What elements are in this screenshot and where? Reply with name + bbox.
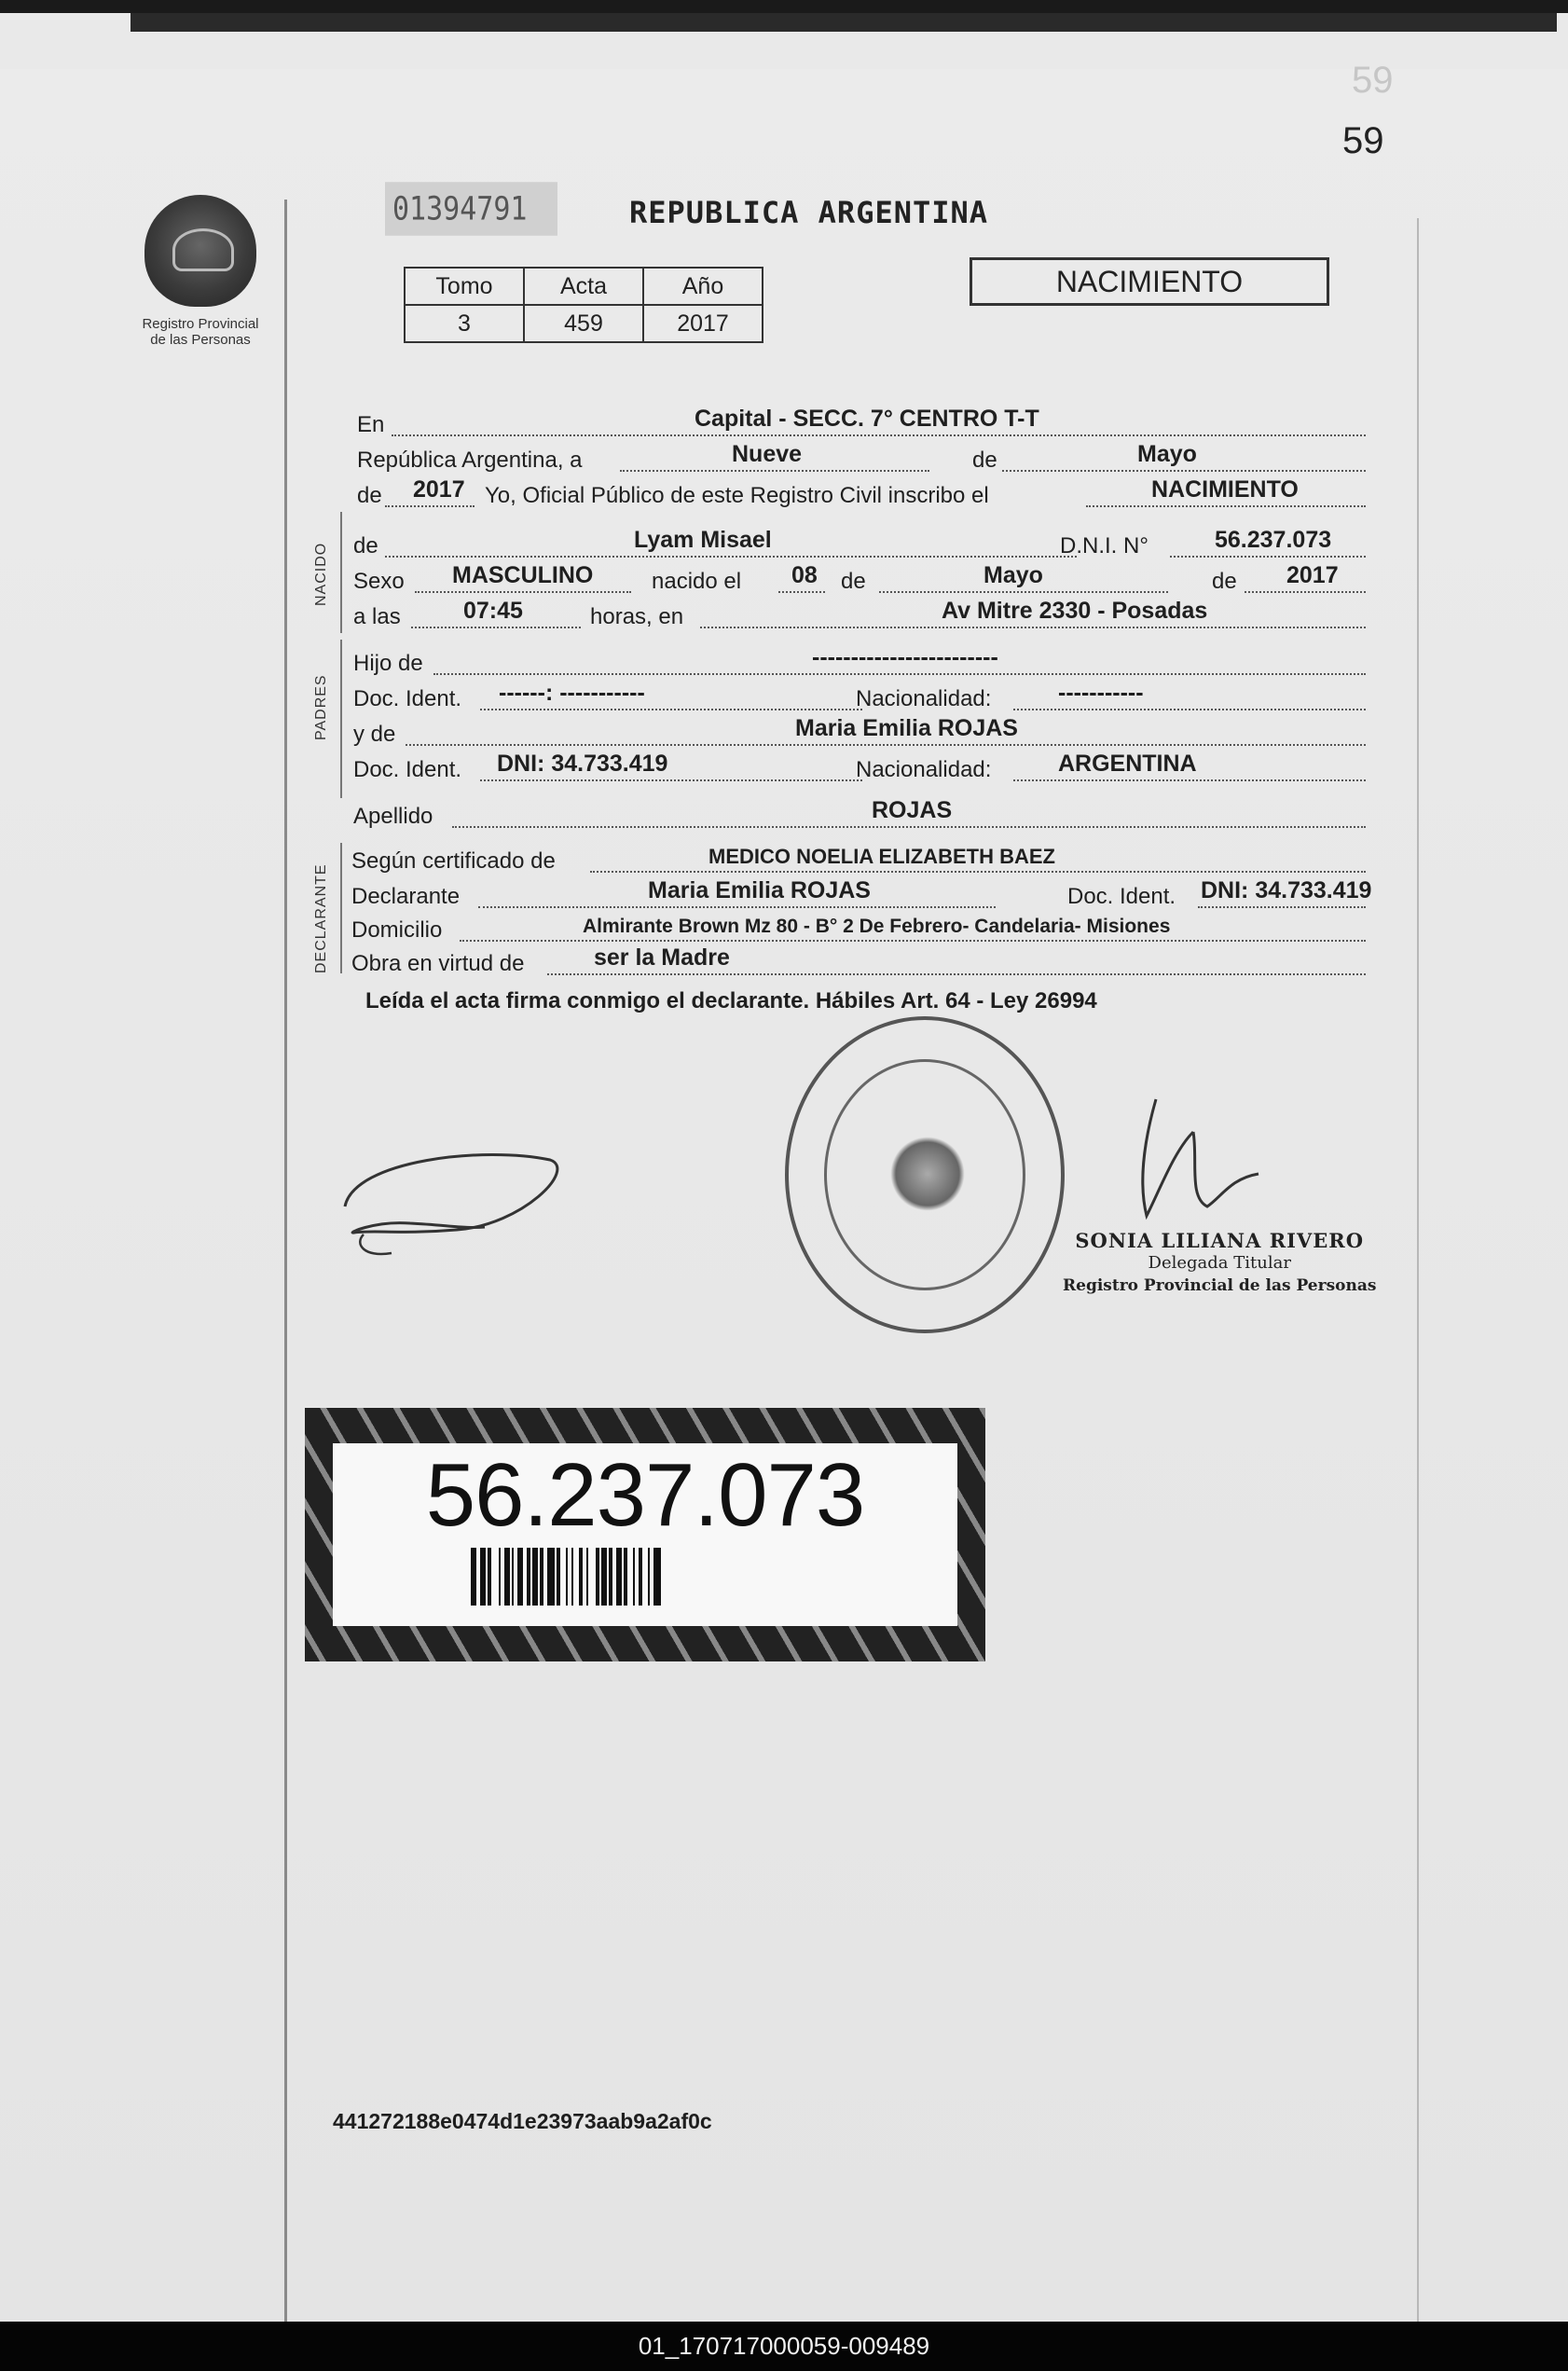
padres-rule <box>340 640 342 798</box>
decl-label: Declarante <box>351 884 461 909</box>
bleed-page-number: 59 <box>1352 60 1394 101</box>
padres-section-label: PADRES <box>313 674 329 740</box>
barcode-bar <box>601 1548 607 1606</box>
apellido-value: ROJAS <box>872 797 953 823</box>
row-hijo-de <box>350 643 1394 681</box>
declarante-rule <box>340 843 342 973</box>
barcode-bar <box>471 1548 476 1606</box>
official-block <box>1063 1230 1376 1297</box>
horas-label: horas, en <box>590 604 684 629</box>
provincial-crest-icon <box>144 195 256 307</box>
barcode-bar <box>527 1548 530 1606</box>
birth-de-label: de <box>841 569 866 594</box>
yde-label: y de <box>353 722 396 747</box>
registry-logo <box>131 195 270 363</box>
row-apellido <box>350 796 1394 834</box>
doc1-value: ------: ----------- <box>499 680 645 706</box>
month-value: Mayo <box>1137 441 1197 467</box>
mother-name: Maria Emilia ROJAS <box>795 715 1018 741</box>
dni-barcode-label <box>305 1408 985 1661</box>
barcode-bar <box>488 1548 491 1606</box>
barcode-bar <box>566 1548 568 1606</box>
barcode-bar <box>624 1548 627 1606</box>
nac1-label: Nacionalidad: <box>856 686 992 711</box>
en-label: En <box>357 412 385 437</box>
barcode-bar <box>586 1548 588 1606</box>
row-doc2 <box>350 750 1394 787</box>
row-republica <box>350 440 1394 477</box>
nac2-value: ARGENTINA <box>1058 751 1197 777</box>
row-doc1 <box>350 679 1394 716</box>
nacido-rule <box>340 512 342 633</box>
oficial-text: Yo, Oficial Público de este Registro Civil inscribo el <box>485 483 989 508</box>
barcode-bar <box>547 1548 555 1606</box>
nacido-de-label: de <box>353 533 378 558</box>
nacido-el-label: nacido el <box>652 569 742 594</box>
cert-label: Según certificado de <box>351 848 556 874</box>
barcode-bar <box>557 1548 560 1606</box>
official-role: Delegada Titular <box>1148 1253 1291 1273</box>
value-anio: 2017 <box>643 305 763 342</box>
declarante-section-label: DECLARANTE <box>313 863 329 973</box>
value-acta: 459 <box>524 305 643 342</box>
sexo-label: Sexo <box>353 569 405 594</box>
dni-label: D.N.I. N° <box>1060 533 1148 558</box>
row-declarante <box>350 876 1394 914</box>
child-dni: 56.237.073 <box>1215 527 1332 553</box>
barcode-bar <box>579 1548 583 1606</box>
day-value: Nueve <box>732 441 803 467</box>
a-las-label: a las <box>353 604 401 629</box>
official-org: Registro Provincial de las Personas <box>1063 1276 1377 1295</box>
birth-de-label2: de <box>1212 569 1237 594</box>
row-inscribo <box>350 476 1394 513</box>
barcode-bar <box>532 1548 538 1606</box>
official-signature <box>1119 1095 1305 1225</box>
de-label: de <box>972 448 997 473</box>
row-en <box>350 405 1394 442</box>
barcode-bar <box>639 1548 642 1606</box>
dom-value: Almirante Brown Mz 80 - B° 2 De Febrero- Candelaria- Misiones <box>583 916 1171 937</box>
barcode-bar <box>609 1548 612 1606</box>
barcode-bar <box>653 1548 661 1606</box>
barcode-bar <box>499 1548 501 1606</box>
sexo-value: MASCULINO <box>452 562 594 588</box>
row-madre <box>350 714 1394 751</box>
birth-month: Mayo <box>983 562 1043 588</box>
logo-line2: de las Personas <box>150 332 251 348</box>
apellido-label: Apellido <box>353 804 433 829</box>
barcode-icon <box>471 1548 820 1606</box>
de2-label: de <box>357 483 382 508</box>
closing-statement: Leída el acta firma conmigo el declarante. Hábiles Art. 64 - Ley 26994 <box>365 988 1097 1013</box>
barcode-bar <box>596 1548 599 1606</box>
scan-footer-id: 01_170717000059-009489 <box>0 2322 1568 2371</box>
barcode-bar <box>540 1548 543 1606</box>
page-number: 59 <box>1342 120 1384 161</box>
decl-value: Maria Emilia ROJAS <box>648 877 871 903</box>
barcode-bar <box>480 1548 486 1606</box>
row-certificado <box>350 841 1394 878</box>
document-page <box>0 13 1568 2316</box>
father-name: ------------------------ <box>812 644 998 670</box>
value-tomo: 3 <box>405 305 524 342</box>
document-hash: 441272188e0474d1e23973aab9a2af0c <box>333 2109 712 2133</box>
nac2-label: Nacionalidad: <box>856 757 992 782</box>
header-tomo: Tomo <box>405 268 524 305</box>
year-value: 2017 <box>413 476 465 503</box>
row-nacido-name <box>350 526 1394 563</box>
right-margin-rule <box>1417 218 1419 2344</box>
row-obra <box>350 944 1394 981</box>
dom-label: Domicilio <box>351 917 443 943</box>
en-value: Capital - SECC. 7° CENTRO T-T <box>695 406 1039 432</box>
birth-day: 08 <box>791 562 818 588</box>
birth-time: 07:45 <box>463 598 523 624</box>
barcode-bar <box>512 1548 514 1606</box>
birth-place: Av Mitre 2330 - Posadas <box>942 598 1208 624</box>
record-kind: NACIMIENTO <box>970 257 1329 306</box>
cert-value: MEDICO NOELIA ELIZABETH BAEZ <box>708 845 1055 868</box>
official-seal <box>785 1016 1065 1333</box>
barcode-number: 56.237.073 <box>425 1445 865 1545</box>
obra-value: ser la Madre <box>594 944 730 971</box>
decl-doc-label: Doc. Ident. <box>1067 884 1176 909</box>
coat-of-arms-icon <box>890 1137 965 1211</box>
header-anio: Año <box>643 268 763 305</box>
barcode-bar <box>504 1548 510 1606</box>
doc2-label: Doc. Ident. <box>353 757 462 782</box>
binding-edge <box>131 13 1557 32</box>
doc2-value: DNI: 34.733.419 <box>497 751 668 777</box>
barcode-bar <box>633 1548 635 1606</box>
serial-number: 01394791 <box>385 182 557 236</box>
barcode-bar <box>517 1548 523 1606</box>
header-acta: Acta <box>524 268 643 305</box>
birth-year: 2017 <box>1286 562 1339 588</box>
record-table <box>404 267 763 343</box>
row-hora <box>350 597 1394 634</box>
row-domicilio <box>350 910 1394 947</box>
barcode-bar <box>616 1548 622 1606</box>
doc1-label: Doc. Ident. <box>353 686 462 711</box>
declarant-signature <box>336 1141 569 1272</box>
row-sexo <box>350 561 1394 599</box>
inscribo-value: NACIMIENTO <box>1151 476 1299 503</box>
hijo-de-label: Hijo de <box>353 651 423 676</box>
barcode-bar <box>648 1548 650 1606</box>
decl-doc-value: DNI: 34.733.419 <box>1201 877 1372 903</box>
document-title: REPUBLICA ARGENTINA <box>629 195 989 230</box>
left-margin-rule <box>284 200 287 2344</box>
child-name: Lyam Misael <box>634 527 772 553</box>
nacido-section-label: NACIDO <box>313 542 329 606</box>
nac1-value: ----------- <box>1058 680 1144 706</box>
official-name: SONIA LILIANA RIVERO <box>1075 1229 1365 1252</box>
obra-label: Obra en virtud de <box>351 951 525 976</box>
barcode-bar <box>571 1548 573 1606</box>
logo-line1: Registro Provincial <box>142 316 259 332</box>
republica-label: República Argentina, a <box>357 448 583 473</box>
